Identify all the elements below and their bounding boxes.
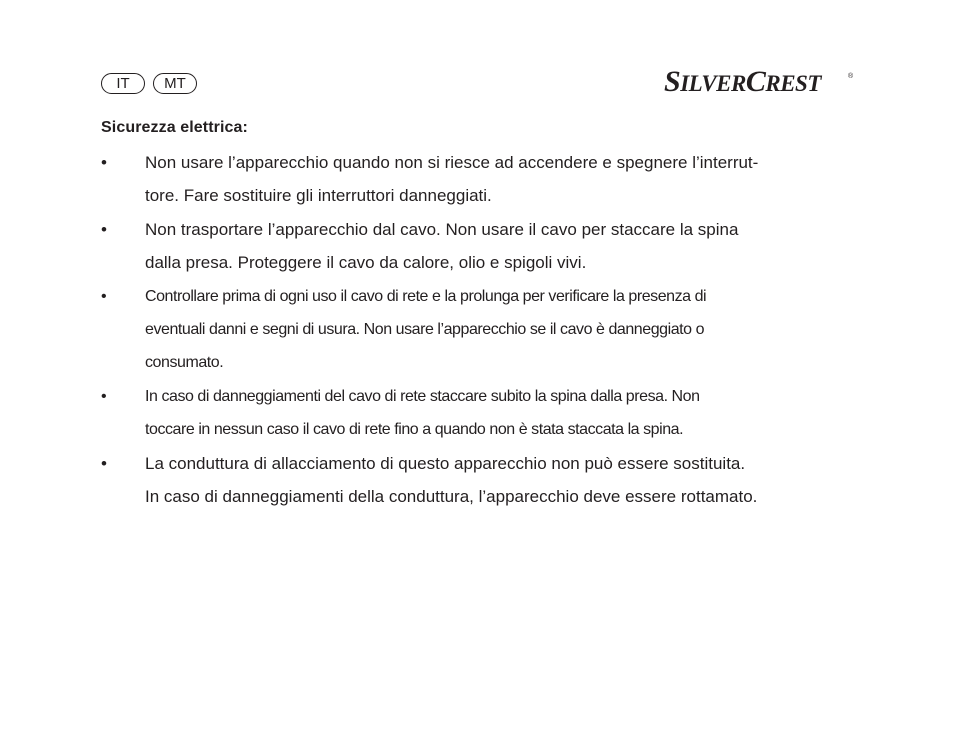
list-item [101,380,861,446]
list-item-line: Non trasportare l’apparecchio dal cavo. Non usare il cavo per staccare la spina [145,220,739,239]
list-item-line: consumato. [145,354,224,371]
svg-text:SILVERCREST [664,65,822,98]
list-item-line: eventuali danni e segni di usura. Non usare l’apparecchio se il cavo è danneggiato o [145,321,705,338]
list-item [101,280,861,379]
language-badges [101,73,197,94]
registered-mark: ® [848,73,854,80]
section-title: Sicurezza elettrica: [101,119,248,136]
list-item [101,447,861,513]
silvercrest-logo [664,64,856,98]
language-badge-mt: MT [153,73,197,94]
logo-letter-c: C [745,65,766,98]
list-item-line: tore. Fare sostituire gli interruttori danneggiati. [145,186,492,205]
logo-text-rest: REST [765,71,821,96]
language-badge-it: IT [101,73,145,94]
list-item-line: toccare in nessun caso il cavo di rete fino a quando non è stata staccata la spina. [145,421,684,438]
bullet-dot: • [101,288,107,305]
list-item [101,213,861,279]
safety-list [101,146,861,514]
logo-text-ilver: ILVER [680,71,746,96]
list-item-line: In caso di danneggiamenti del cavo di rete staccare subito la spina dalla presa. Non [145,388,700,405]
list-item-line: Non usare l’apparecchio quando non si riesce ad accendere e spegnere l’interrut- [145,153,759,172]
list-item [101,146,861,212]
bullet-dot: • [101,388,107,405]
list-item-line: In caso di danneggiamenti della conduttura, l’apparecchio deve essere rottamato. [145,487,758,506]
list-item-line: dalla presa. Proteggere il cavo da calore, olio e spigoli vivi. [145,253,587,272]
list-item-line: Controllare prima di ogni uso il cavo di rete e la prolunga per verificare la presenza di [145,288,707,305]
logo-letter-s: S [664,65,681,98]
bullet-dot: • [101,454,107,473]
bullet-dot: • [101,153,107,172]
bullet-dot: • [101,220,107,239]
list-item-line: La conduttura di allacciamento di questo apparecchio non può essere sostituita. [145,454,746,473]
